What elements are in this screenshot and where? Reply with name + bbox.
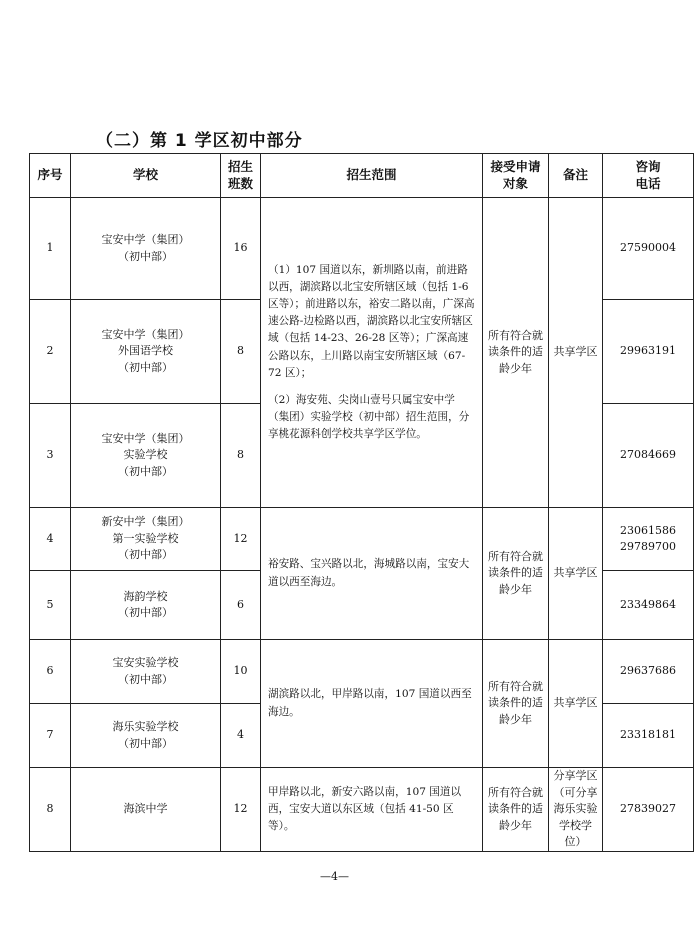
target-cell: 所有符合就读条件的适龄少年 [483,768,549,852]
row-no: 7 [30,704,71,768]
header-remark: 备注 [549,154,603,198]
row-classes: 8 [221,300,261,404]
row-school: 宝安中学（集团） 实验学校 （初中部） [71,404,221,508]
row-classes: 8 [221,404,261,508]
table-row [30,198,694,300]
row-phone: 27590004 [603,198,694,300]
page-number: —4— [320,870,349,883]
row-classes: 6 [221,571,261,640]
target-cell: 所有符合就读条件的适龄少年 [483,198,549,508]
remark-cell: 分享学区 （可分享海乐实验学校学位） [549,768,603,852]
row-no: 3 [30,404,71,508]
row-no: 1 [30,198,71,300]
header-phone: 咨询 电话 [603,154,694,198]
row-no: 5 [30,571,71,640]
row-phone: 23318181 [603,704,694,768]
header-school: 学校 [71,154,221,198]
remark-cell: 共享学区 [549,640,603,768]
row-phone: 23061586 29789700 [603,508,694,571]
range-cell: 甲岸路以北，新安六路以南，107 国道以西，宝安大道以东区域（包括 41-50 区等）。 [261,768,483,852]
table-row [30,508,694,571]
row-no: 8 [30,768,71,852]
row-classes: 12 [221,768,261,852]
row-school: 宝安中学（集团） 外国语学校 （初中部） [71,300,221,404]
row-phone: 29963191 [603,300,694,404]
table-header-row [30,154,694,198]
target-cell: 所有符合就读条件的适龄少年 [483,640,549,768]
target-cell: 所有符合就读条件的适龄少年 [483,508,549,640]
section-title: （二）第 1 学区初中部分 [96,131,303,151]
row-classes: 16 [221,198,261,300]
remark-cell: 共享学区 [549,198,603,508]
header-target: 接受申请 对象 [483,154,549,198]
range-cell: 湖滨路以北，甲岸路以南，107 国道以西至海边。 [261,640,483,768]
remark-cell: 共享学区 [549,508,603,640]
row-classes: 12 [221,508,261,571]
row-school: 宝安实验学校 （初中部） [71,640,221,704]
row-no: 4 [30,508,71,571]
row-phone: 27839027 [603,768,694,852]
row-school: 海韵学校 （初中部） [71,571,221,640]
row-phone: 27084669 [603,404,694,508]
table-row [30,768,694,852]
range-paragraph-1: （1）107 国道以东，新圳路以南，前进路以西，湖滨路以北宝安所辖区域（包括 1-6 区等）；前进路以东，裕安二路以南，广深高速公路-边检路以西，湖滨路以北宝安所辖区域（包括 14-23、26-28 区等）；广深高速公路以东，上川路以南宝安所辖区域（67-72 区）； [268,263,475,379]
header-range: 招生范围 [261,154,483,198]
row-classes: 4 [221,704,261,768]
range-cell: 裕安路、宝兴路以北，海城路以南，宝安大道以西至海边。 [261,508,483,640]
header-classes: 招生 班数 [221,154,261,198]
row-no: 6 [30,640,71,704]
row-classes: 10 [221,640,261,704]
header-no: 序号 [30,154,71,198]
row-school: 海滨中学 [71,768,221,852]
range-cell [261,198,483,508]
row-phone: 23349864 [603,571,694,640]
range-paragraph-2: （2）海安苑、尖岗山壹号只属宝安中学（集团）实验学校（初中部）招生范围，分享桃花源科创学校共享学区学位。 [268,393,470,441]
table-row [30,640,694,704]
row-phone: 29637686 [603,640,694,704]
row-no: 2 [30,300,71,404]
row-school: 海乐实验学校 （初中部） [71,704,221,768]
enrollment-table [29,153,694,852]
row-school: 新安中学（集团） 第一实验学校 （初中部） [71,508,221,571]
row-school: 宝安中学（集团） （初中部） [71,198,221,300]
